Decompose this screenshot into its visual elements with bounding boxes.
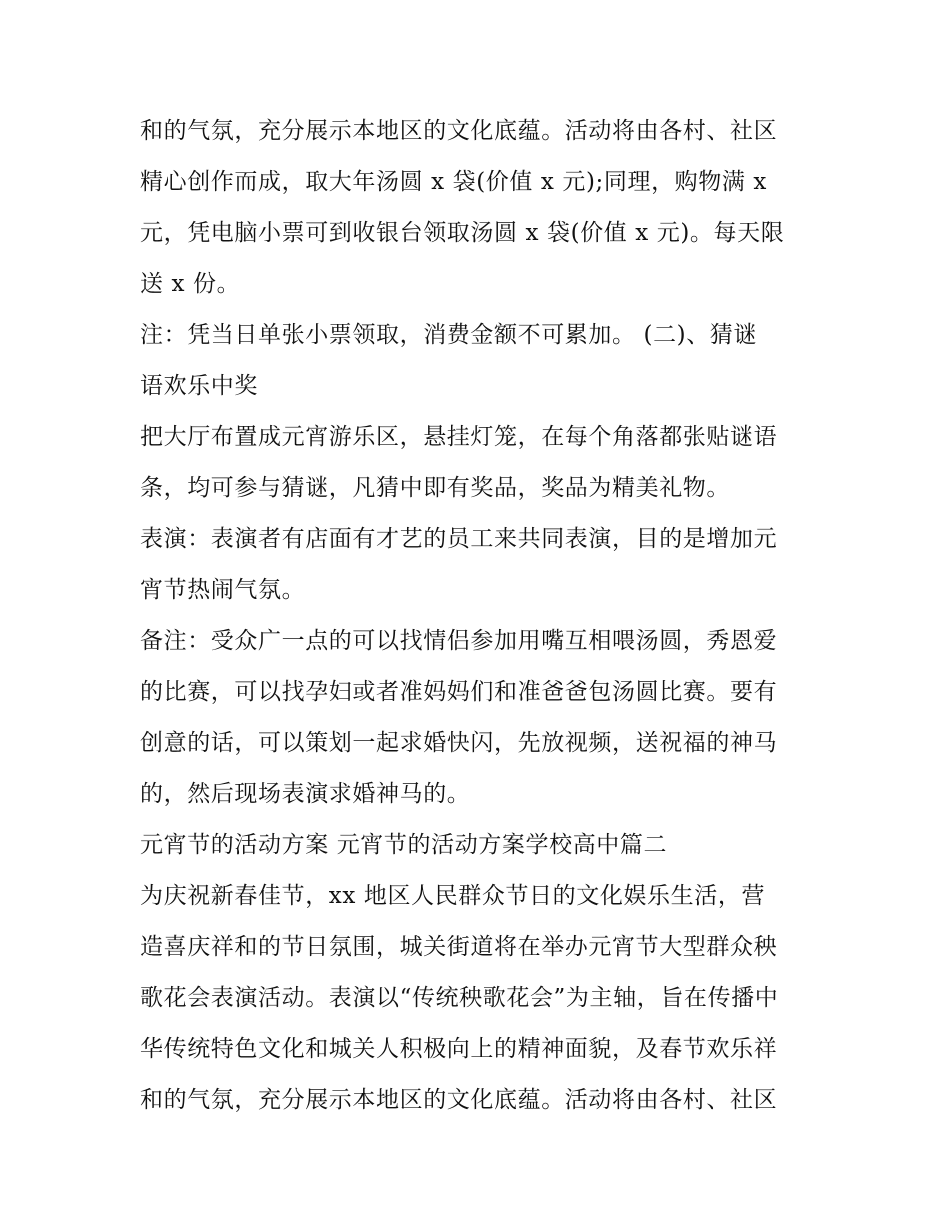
text-line: 元，凭电脑小票可到收银台领取汤圆 x 袋(价值 x 元)。每天限 [140, 220, 785, 246]
text-line: 歌花会表演活动。表演以“传统秧歌花会”为主轴，旨在传播中 [140, 985, 779, 1011]
text-line: 注：凭当日单张小票领取，消费金额不可累加。 (二)、猜谜 [140, 322, 758, 348]
document-body [140, 106, 820, 1126]
text-line: 备注：受众广一点的可以找情侣参加用嘴互相喂汤圆，秀恩爱 [140, 628, 778, 654]
text-line: 和的气氛，充分展示本地区的文化底蕴。活动将由各村、社区 [140, 118, 778, 144]
text-line: 和的气氛，充分展示本地区的文化底蕴。活动将由各村、社区 [140, 1087, 778, 1113]
text-line: 造喜庆祥和的节日氛围，城关街道将在举办元宵节大型群众秧 [140, 934, 778, 960]
text-line: 精心创作而成，取大年汤圆 x 袋(价值 x 元);同理，购物满 x [140, 169, 767, 195]
text-line: 送 x 份。 [140, 271, 241, 297]
text-line: 创意的话，可以策划一起求婚快闪，先放视频，送祝福的神马 [140, 730, 778, 756]
text-line: 把大厅布置成元宵游乐区，悬挂灯笼，在每个角落都张贴谜语 [140, 424, 778, 450]
text-line: 为庆祝新春佳节，xx 地区人民群众节日的文化娱乐生活，营 [140, 883, 766, 909]
text-line: 表演：表演者有店面有才艺的员工来共同表演，目的是增加元 [140, 526, 778, 552]
text-line: 条，均可参与猜谜，凡猜中即有奖品，奖品为精美礼物。 [140, 475, 730, 501]
section-heading: 元宵节的活动方案 元宵节的活动方案学校高中篇二 [140, 832, 668, 858]
text-line: 语欢乐中奖 [140, 373, 258, 399]
text-line: 华传统特色文化和城关人积极向上的精神面貌，及春节欢乐祥 [140, 1036, 778, 1062]
text-line: 宵节热闹气氛。 [140, 577, 306, 603]
text-line: 的，然后现场表演求婚神马的。 [140, 781, 471, 807]
text-line: 的比赛，可以找孕妇或者准妈妈们和准爸爸包汤圆比赛。要有 [140, 679, 778, 705]
